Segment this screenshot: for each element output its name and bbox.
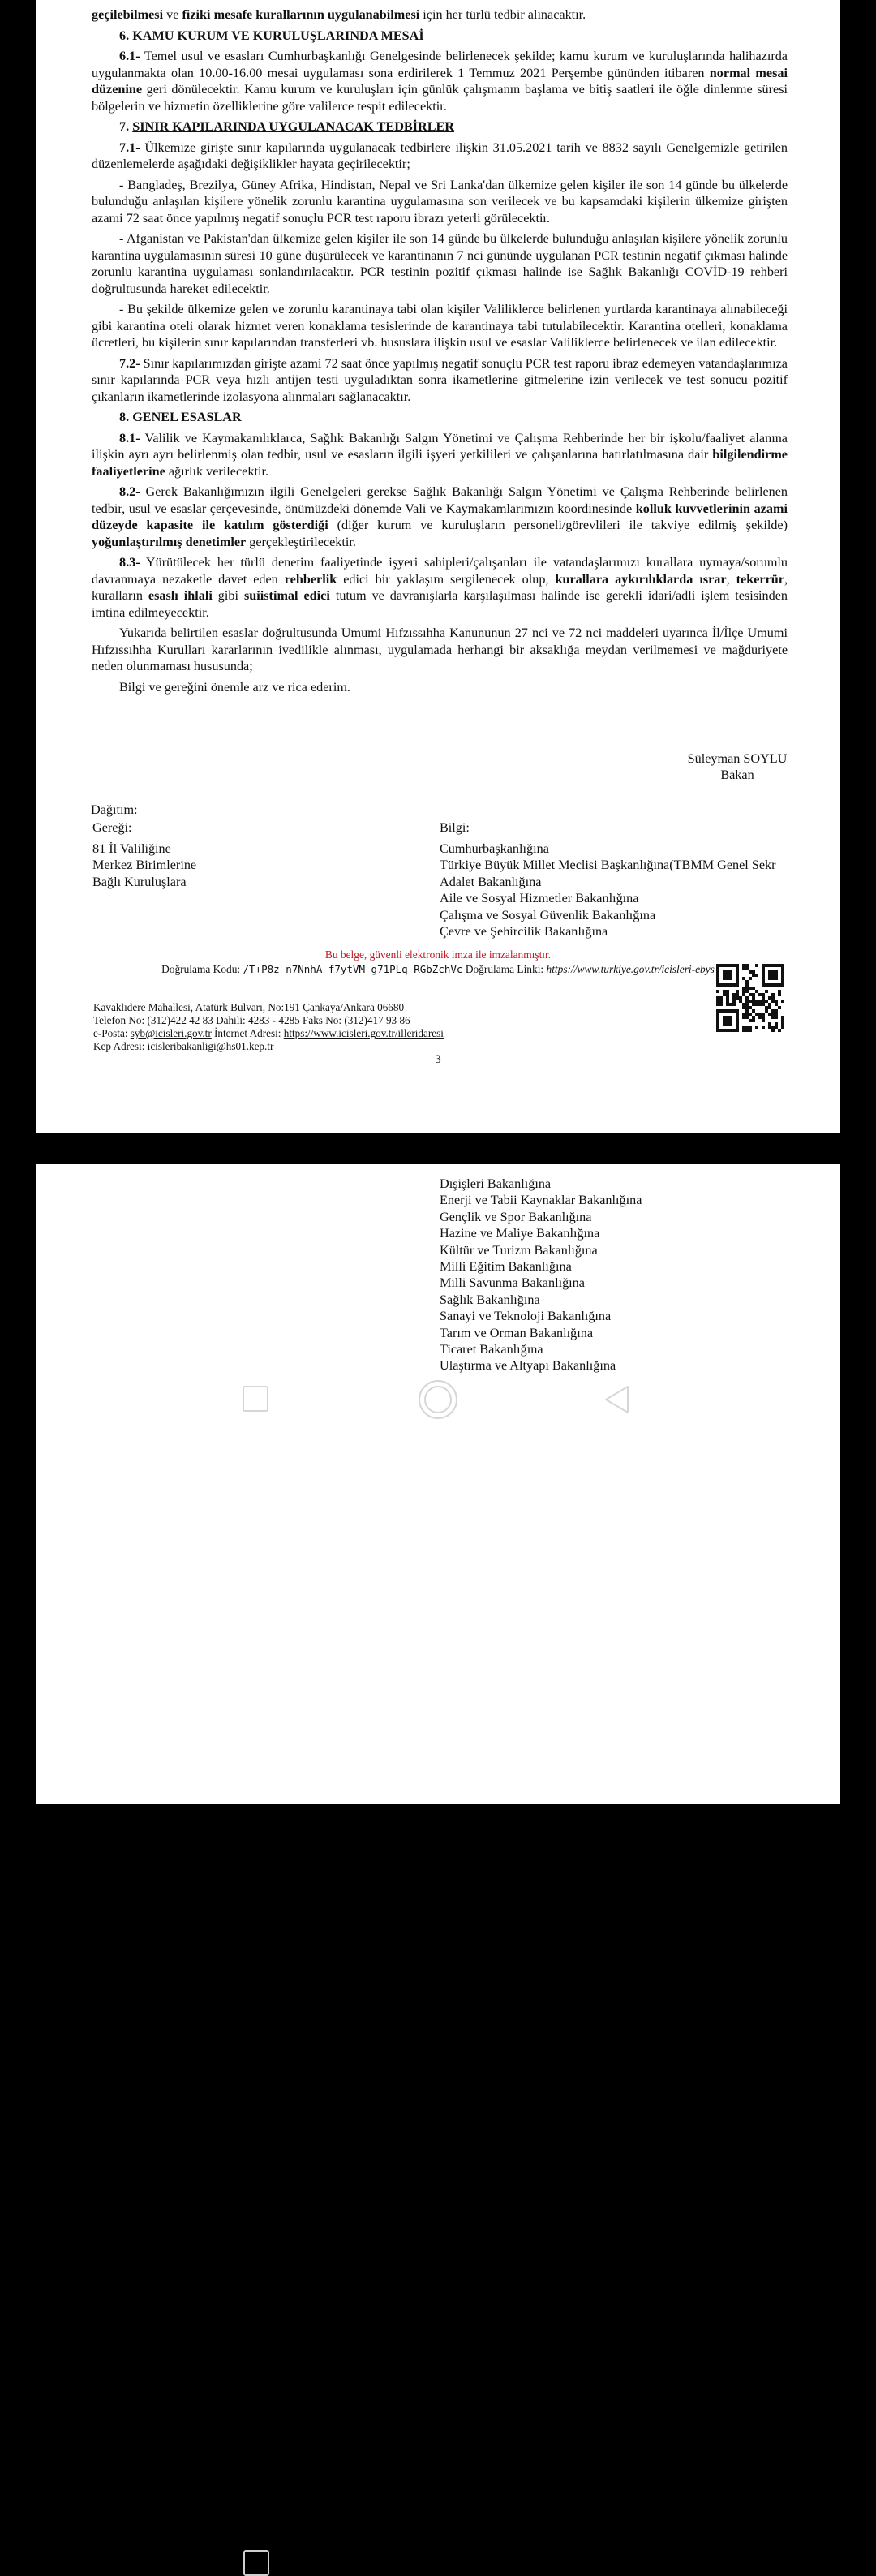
list-item: Çevre ve Şehircilik Bakanlığına: [440, 924, 608, 940]
list-item: Adalet Bakanlığına: [440, 874, 542, 889]
list-item: Aile ve Sosyal Hizmetler Bakanlığına: [440, 891, 639, 906]
list-item: Milli Savunma Bakanlığına: [440, 1275, 585, 1291]
list-item: Ulaştırma ve Altyapı Bakanlığına: [440, 1358, 616, 1374]
paragraph-7-2: 7.2- Sınır kapılarımızdan girişte azami 72 saat önce yapılmış negatif sonuçlu PCR test raporu ibraz edemeyen vatandaşlarımıza sınır kapılarında PCR veya hızlı antijen testi uyguladıktan sonra ikametlerine gitmelerine izin verilecek ve test sonucu pozitif çıkanların ikametlerinde izolasyona alınmaları sağlanacaktır.: [92, 355, 788, 404]
list-item: Gençlik ve Spor Bakanlığına: [440, 1209, 592, 1224]
verification-code: /T+P8z-n7NnhA-f7ytVM-g71PLq-RGbZchVc: [243, 963, 463, 975]
square-icon: [243, 1386, 268, 1412]
signatory-name: Süleyman SOYLU: [687, 751, 788, 766]
page-number: 3: [435, 1053, 441, 1066]
footer-website-link[interactable]: https://www.icisleri.gov.tr/illeridaresi: [283, 1027, 444, 1039]
list-item: Kültür ve Turizm Bakanlığına: [440, 1242, 598, 1258]
footer-email-link[interactable]: syb@icisleri.gov.tr: [130, 1027, 212, 1039]
section-8-heading: 8. GENEL ESASLAR: [119, 410, 242, 424]
section-7-heading: 7. SINIR KAPILARINDA UYGULANACAK TEDBİRLER: [119, 119, 454, 134]
paragraph-8-1: 8.1- Valilik ve Kaymakamlıklarca, Sağlık Bakanlığı Salgın Yönetimi ve Çalışma Rehberinde her bir işkolu/faaliyet alanına ilişkin ayrı ayrı belirlenmiş olan tedbir, usul ve esasların ilgili işyeri yetkilileri ve çalışanlarına hatırlatılmasına dair bilgilendirme faaliyetlerine ağırlık verilecektir.: [92, 430, 788, 479]
footer-web-line: e-Posta: syb@icisleri.gov.tr İnternet Adresi: https://www.icisleri.gov.tr/illeridaresi: [93, 1027, 444, 1039]
bullet-7-1-c: - Bu şekilde ülkemize gelen ve zorunlu karantinaya tabi olan kişiler Valiliklerce belirlenen yurtlarda karantinaya alınabileceği gibi karantina oteli olarak hizmet veren konaklama tesislerinde de karantinaya tabi tutulabilecektir. Karantina otelleri, konaklama ücretleri, bu kişilerin sınır kapılarından transferleri vb. hususlara ilişkin usul ve esaslar Valiliklerce belirlenecek ve ilan edilecektir.: [92, 302, 788, 350]
page-body: [92, 6, 788, 699]
nav-back-button[interactable]: [602, 1383, 631, 1416]
paragraph-8-3: 8.3- Yürütülecek her türlü denetim faaliyetinde işyeri sahipleri/çalışanları ile vatandaşlarımızı kurallara uymaya/sorumlu davranmaya nezaketle davet eden rehberlik edici bir yaklaşım sergilenecek olup, kurallara aykırılıklarda ısrar, tekerrür, kuralların esaslı ihlali gibi suiistimal edici tutum ve davranışlarla karşılaşılması halinde ise gerekli idari/adli işlem tesisinden imtina edilmeyecektir.: [92, 555, 788, 620]
list-item: Cumhurbaşkanlığına: [440, 841, 549, 856]
qr-code: [716, 964, 784, 1032]
footer-kep: Kep Adresi: icisleribakanligi@hs01.kep.tr: [93, 1040, 274, 1052]
document-page-3: [36, 0, 840, 1133]
list-item: Enerji ve Tabii Kaynaklar Bakanlığına: [440, 1193, 642, 1208]
list-item: Türkiye Büyük Millet Meclisi Başkanlığına(TBMM Genel Sekr: [440, 858, 776, 873]
circle-icon: [417, 1378, 459, 1421]
footer-address: Kavaklıdere Mahallesi, Atatürk Bulvarı, No:191 Çankaya/Ankara 06680: [93, 1001, 405, 1013]
closing-request: Bilgi ve gereğini önemle arz ve rica ederim.: [119, 679, 350, 695]
nav-home-button[interactable]: [417, 1378, 459, 1421]
footer-phone: Telefon No: (312)422 42 83 Dahili: 4283 - 4285 Faks No: (312)417 93 86: [93, 1014, 410, 1026]
gereği-label: Gereği:: [92, 820, 132, 835]
list-item: Bağlı Kuruluşlara: [92, 874, 187, 889]
gereği-block: [92, 819, 196, 890]
list-item: Milli Eğitim Bakanlığına: [440, 1259, 572, 1275]
list-item: Çalışma ve Sosyal Güvenlik Bakanlığına: [440, 907, 656, 922]
bilgi-continued-block: [440, 1176, 642, 1374]
closing-paragraph: Yukarıda belirtilen esaslar doğrultusunda Umumi Hıfzıssıhha Kanununun 27 nci ve 72 nci maddeleri uyarınca İl/İlçe Umumi Hıfzıssıhha Kurulları kararlarının ivedilikle alınması, uygulamada herhangi bir aksaklığa meydan verilmemesi ve mağduriyete neden olunmaması hususunda;: [92, 626, 788, 673]
gereği-list: [92, 841, 196, 890]
nav-recent-apps-button[interactable]: [243, 2550, 269, 2576]
bullet-7-1-a: - Bangladeş, Brezilya, Güney Afrika, Hindistan, Nepal ve Sri Lanka'dan ülkemize gelen kişiler ile son 14 günde bu ülkelerde bulunduğu anlaşılan kişilere yönelik zorunlu karantina uygulamasına son verilecek ve bu kapsamdaki kişilerin ülkemize girişten azami 72 saat önce yapılmış negatif sonuçlu PCR test raporu ibrazı yeterli görülecektir.: [92, 177, 788, 226]
verification-link[interactable]: https://www.turkiye.gov.tr/icisleri-ebys: [546, 963, 715, 975]
paragraph-6-1: 6.1- Temel usul ve esasları Cumhurbaşkanlığı Genelgesinde belirlenecek şekilde; kamu kurum ve kuruluşlarında halihazırda uygulanmakta olan 10.00-16.00 mesai uygulaması sona erdirilerek 1 Temmuz 2021 Perşembe gününden itibaren normal mesai düzenine geri dönülecektir. Kamu kurum ve kuruluşları için günlük çalışmanın başlama ve bitiş saatleri ile öğle dinlenme süresi bölgelerin ve hizmetin özelliklerine göre valilerce tespit edilecektir.: [92, 49, 788, 114]
nav-recent-apps-button[interactable]: [243, 1386, 270, 1413]
signatory-title: Bakan: [720, 768, 754, 782]
bilgi-block: [440, 819, 793, 940]
list-item: Merkez Birimlerine: [92, 858, 197, 873]
e-signature-note: Bu belge, güvenli elektronik imza ile imzalanmıştır.: [324, 948, 552, 961]
distribution-label: Dağıtım:: [91, 802, 138, 817]
list-item: Tarım ve Orman Bakanlığına: [440, 1325, 594, 1340]
paragraph-8-2: 8.2- Gerek Bakanlığımızın ilgili Genelgeleri gerekse Sağlık Bakanlığı Salgın Yönetimi ve Çalışma Rehberinde belirlenen tedbir, usul ve esaslar çerçevesinde, önümüzdeki dönemde Vali ve Kaymakamlarımızın koordinesinde kolluk kuvvetlerinin azami düzeyde kapasite ile katılım gösterdiği (diğer kurum ve kuruluşların personeli/görevlileri ile takviye edilmiş şekilde) yoğunlaştırılmış denetimler gerçekleştirilecektir.: [92, 484, 788, 549]
footer-contact: [93, 1001, 444, 1053]
signature-block: [676, 750, 798, 783]
list-item: Ticaret Bakanlığına: [440, 1342, 543, 1357]
list-item: Hazine ve Maliye Bakanlığına: [440, 1226, 600, 1241]
bilgi-label: Bilgi:: [440, 820, 470, 835]
bullet-7-1-b: - Afganistan ve Pakistan'dan ülkemize gelen kişiler ile son 14 günde bu ülkelerde bulunduğu anlaşılan kişilere yönelik zorunlu karantina uygulamasının süresi 10 güne düşürülecek ve karantinanın 7 nci gününde uygulanan PCR testinin negatif çıkması halinde zorunlu karantina uygulaması sonlandırılacaktır. PCR testinin pozitif çıkması halinde ise Sağlık Bakanlığı COVİD-19 rehberi doğrultusunda hareket edilecektir.: [92, 231, 788, 296]
paragraph-7-1: 7.1- Ülkemize girişte sınır kapılarında uygulanacak tedbirlere ilişkin 31.05.2021 tarih ve 8832 sayılı Genelgemizle getirilen düzenlemelerde aşağıdaki değişiklikler hayata geçirilecektir;: [92, 140, 788, 171]
section-6-heading: 6. KAMU KURUM VE KURULUŞLARINDA MESAİ: [119, 28, 424, 43]
verification-code-line: Doğrulama Kodu: /T+P8z-n7NnhA-f7ytVM-g71PLq-RGbZchVc Doğrulama Linki: https://www.turkiye.gov.tr/icisleri-ebys: [161, 963, 715, 975]
bilgi-continued-list: [440, 1176, 642, 1374]
list-item: Sanayi ve Teknoloji Bakanlığına: [440, 1309, 612, 1324]
intro-line: geçilebilmesi ve fiziki mesafe kurallarının uygulanabilmesi için her türlü tedbir alınacaktır.: [92, 7, 586, 22]
square-icon: [243, 2550, 269, 2576]
list-item: Dışişleri Bakanlığına: [440, 1176, 552, 1191]
list-item: Sağlık Bakanlığına: [440, 1292, 540, 1307]
triangle-back-icon: [602, 1383, 631, 1416]
list-item: 81 İl Valiliğine: [92, 841, 171, 856]
bilgi-list: [440, 841, 793, 940]
document-page-4: [36, 1164, 840, 1804]
